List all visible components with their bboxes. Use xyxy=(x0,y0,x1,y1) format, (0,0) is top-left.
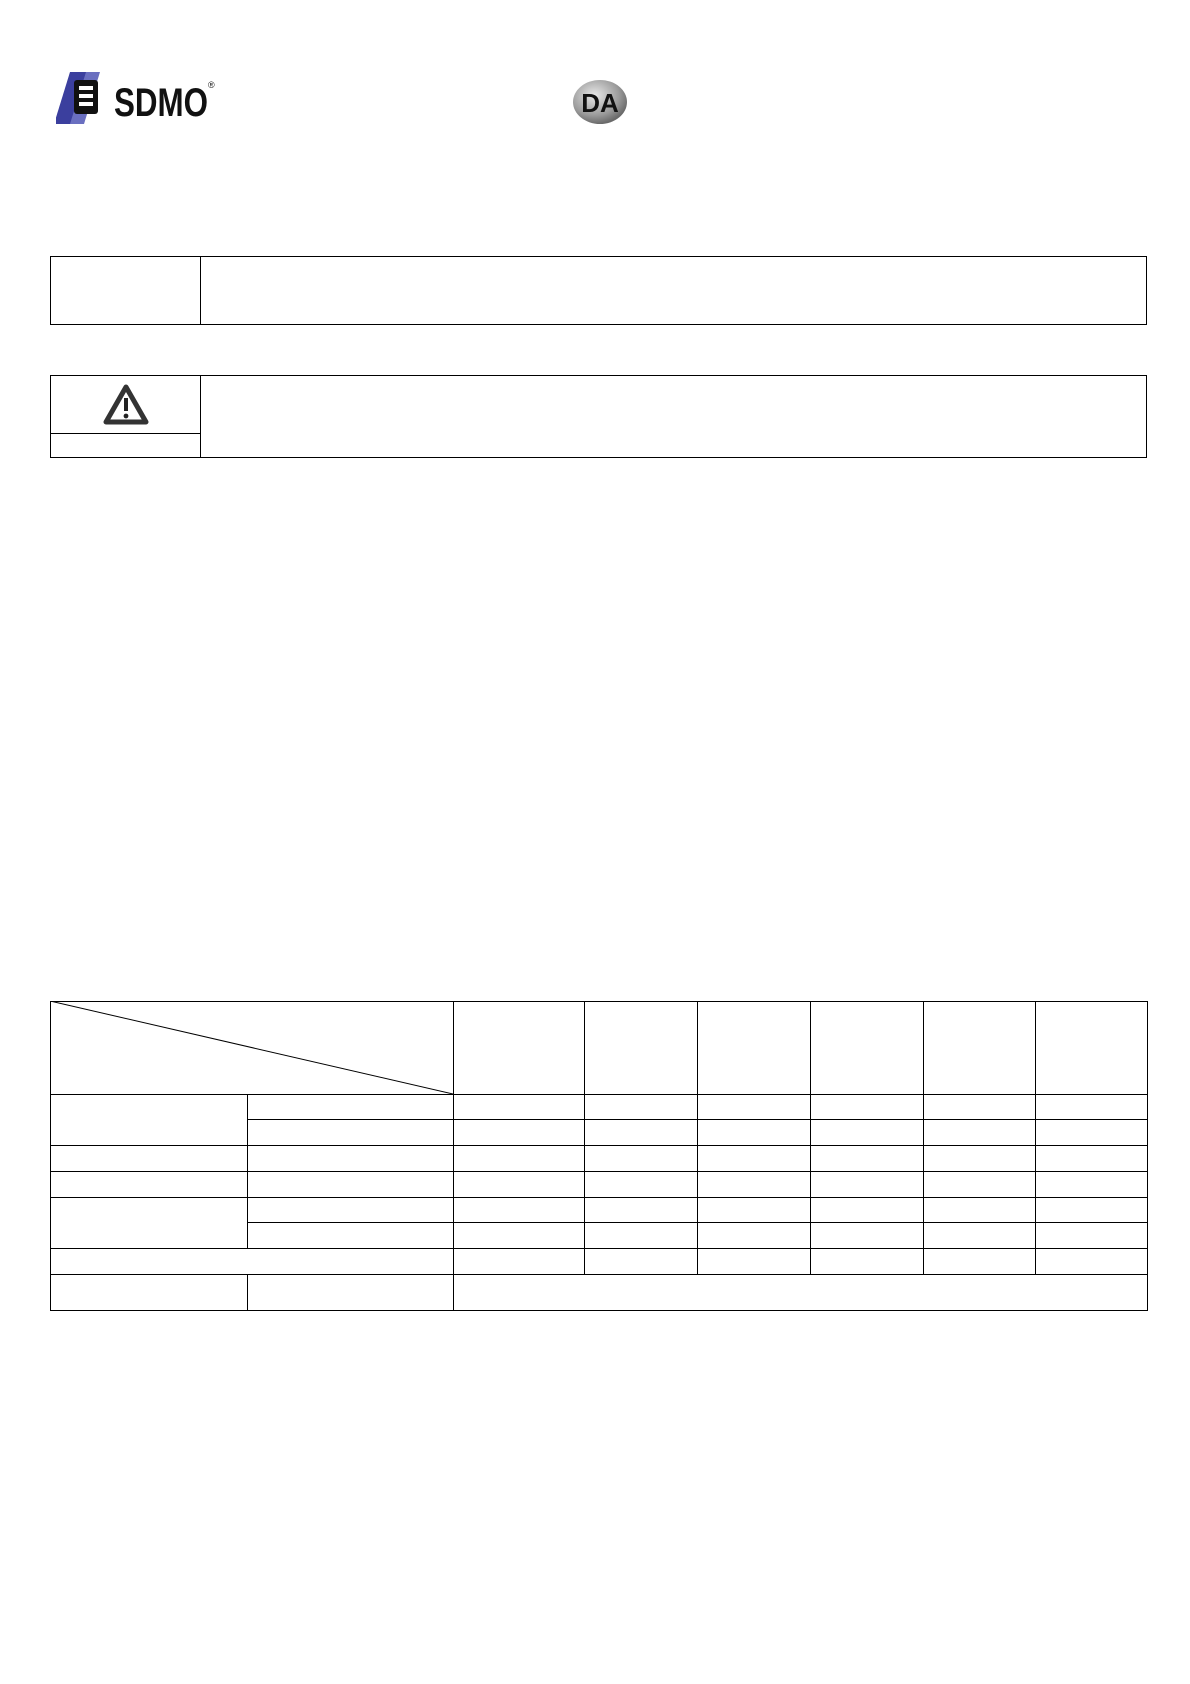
language-badge xyxy=(570,78,630,126)
table-subrow-label xyxy=(248,1095,454,1120)
table-row xyxy=(51,1146,1148,1172)
svg-text:®: ® xyxy=(208,80,215,90)
table-header-row xyxy=(51,1002,1148,1095)
table-header-cell xyxy=(811,1002,924,1095)
table-footer-value xyxy=(454,1275,1148,1311)
table-group-cell xyxy=(51,1172,248,1198)
table-footer-label xyxy=(51,1275,248,1311)
language-code: DA xyxy=(581,88,619,118)
table-group-cell xyxy=(51,1146,248,1172)
table-group-cell xyxy=(51,1095,248,1146)
table-subrow-label xyxy=(248,1146,454,1172)
table-group-cell xyxy=(51,1198,248,1249)
table-subrow-label xyxy=(248,1172,454,1198)
info-box-label-cell xyxy=(51,257,201,324)
warning-box xyxy=(50,375,1147,458)
sdmo-logo xyxy=(56,72,216,124)
table-row xyxy=(51,1095,1148,1120)
table-footer-sublabel xyxy=(248,1275,454,1311)
logo-wordmark: SDMO xyxy=(114,81,208,124)
specification-table xyxy=(50,1001,1147,1310)
warning-box-label-cell xyxy=(51,376,201,457)
table-header-cell xyxy=(698,1002,811,1095)
table-corner-cell xyxy=(51,1002,454,1095)
warning-icon-cell xyxy=(51,376,200,434)
table-row xyxy=(51,1172,1148,1198)
table-header-cell xyxy=(1036,1002,1148,1095)
table-subrow-label xyxy=(248,1120,454,1146)
table-footer-row xyxy=(51,1275,1148,1311)
table-row xyxy=(51,1198,1148,1223)
table-row xyxy=(51,1249,1148,1275)
table-header-cell xyxy=(585,1002,698,1095)
table-header-cell xyxy=(454,1002,585,1095)
table-subrow-label xyxy=(248,1198,454,1223)
warning-triangle-icon xyxy=(103,384,149,426)
info-box xyxy=(50,256,1147,325)
table-subrow-label xyxy=(248,1223,454,1249)
table-header-cell xyxy=(924,1002,1036,1095)
table-row-label xyxy=(51,1249,454,1275)
